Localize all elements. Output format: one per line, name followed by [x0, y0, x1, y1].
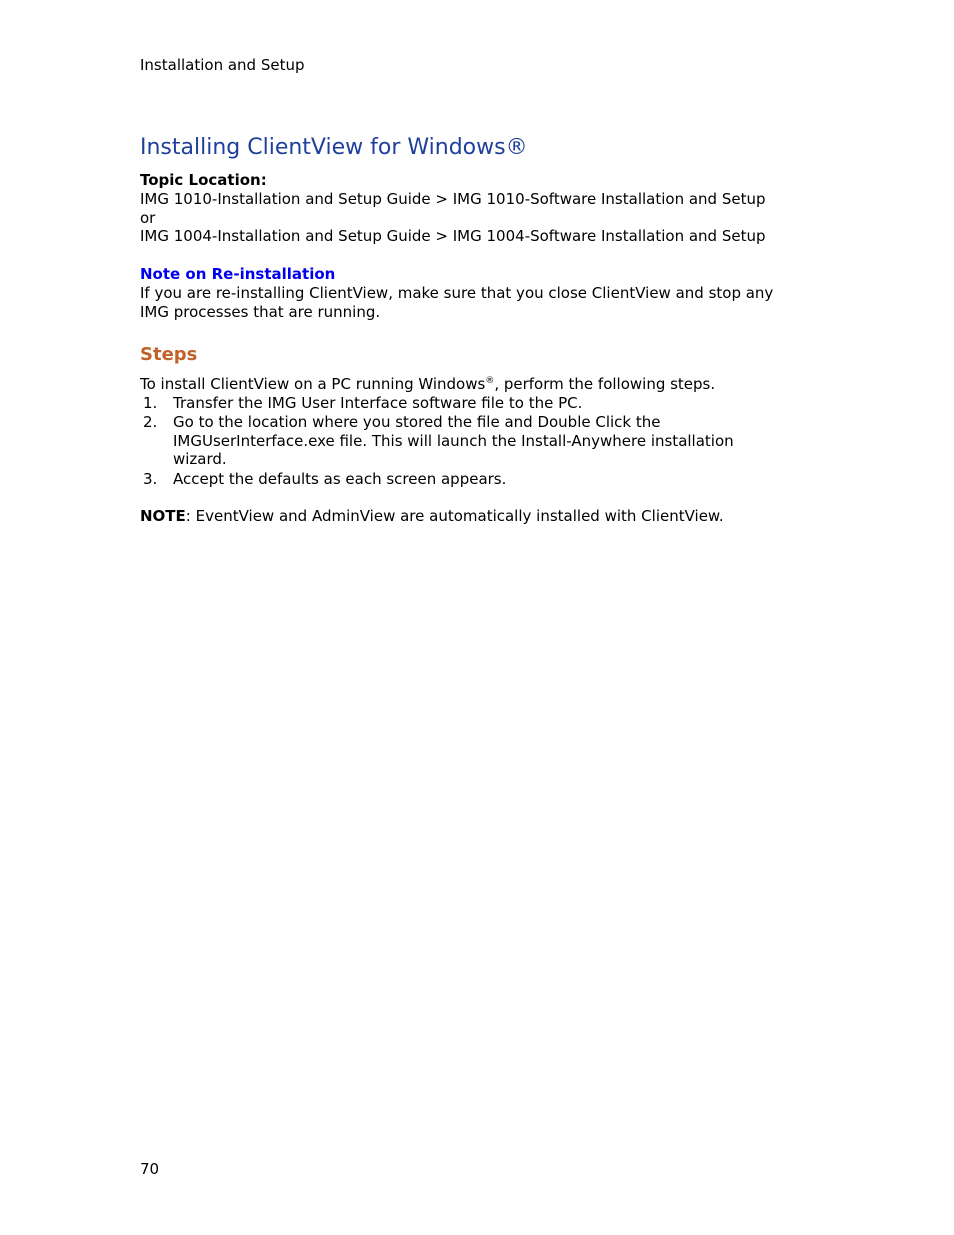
- steps-heading: Steps: [140, 344, 198, 365]
- step-text: wizard.: [173, 450, 227, 468]
- topic-location-label: Topic Location:: [140, 171, 267, 189]
- topic-location-path-1004: IMG 1004-Installation and Setup Guide > IMG 1004-Software Installation and Setup: [140, 227, 766, 245]
- steps-intro-text: To install ClientView on a PC running Windows: [140, 375, 486, 393]
- note-text: : EventView and AdminView are automatically installed with ClientView.: [185, 507, 724, 525]
- install-note: [140, 507, 724, 526]
- page-number: 70: [140, 1160, 160, 1178]
- running-header: Installation and Setup: [140, 56, 305, 74]
- registered-mark: ®: [485, 376, 495, 386]
- step-number: 1.: [143, 394, 158, 412]
- topic-location-or: or: [140, 209, 156, 227]
- step-text: Accept the defaults as each screen appears.: [173, 470, 507, 488]
- topic-location-path-1010: IMG 1010-Installation and Setup Guide > IMG 1010-Software Installation and Setup: [140, 190, 766, 208]
- step-number: 2.: [143, 413, 158, 431]
- reinstall-note-text-line-2: IMG processes that are running.: [140, 303, 381, 321]
- step-text: Transfer the IMG User Interface software file to the PC.: [173, 394, 583, 412]
- reinstall-note-heading: Note on Re-installation: [140, 265, 336, 283]
- steps-intro: [140, 375, 715, 394]
- step-text: IMGUserInterface.exe file. This will launch the Install-Anywhere installation: [173, 432, 734, 450]
- note-label: NOTE: [140, 507, 186, 525]
- step-text: Go to the location where you stored the file and Double Click the: [173, 413, 661, 431]
- page-title: Installing ClientView for Windows®: [140, 135, 528, 160]
- step-number: 3.: [143, 470, 158, 488]
- reinstall-note-text-line-1: If you are re-installing ClientView, make sure that you close ClientView and stop any: [140, 284, 774, 302]
- steps-intro-text-end: , perform the following steps.: [494, 375, 716, 393]
